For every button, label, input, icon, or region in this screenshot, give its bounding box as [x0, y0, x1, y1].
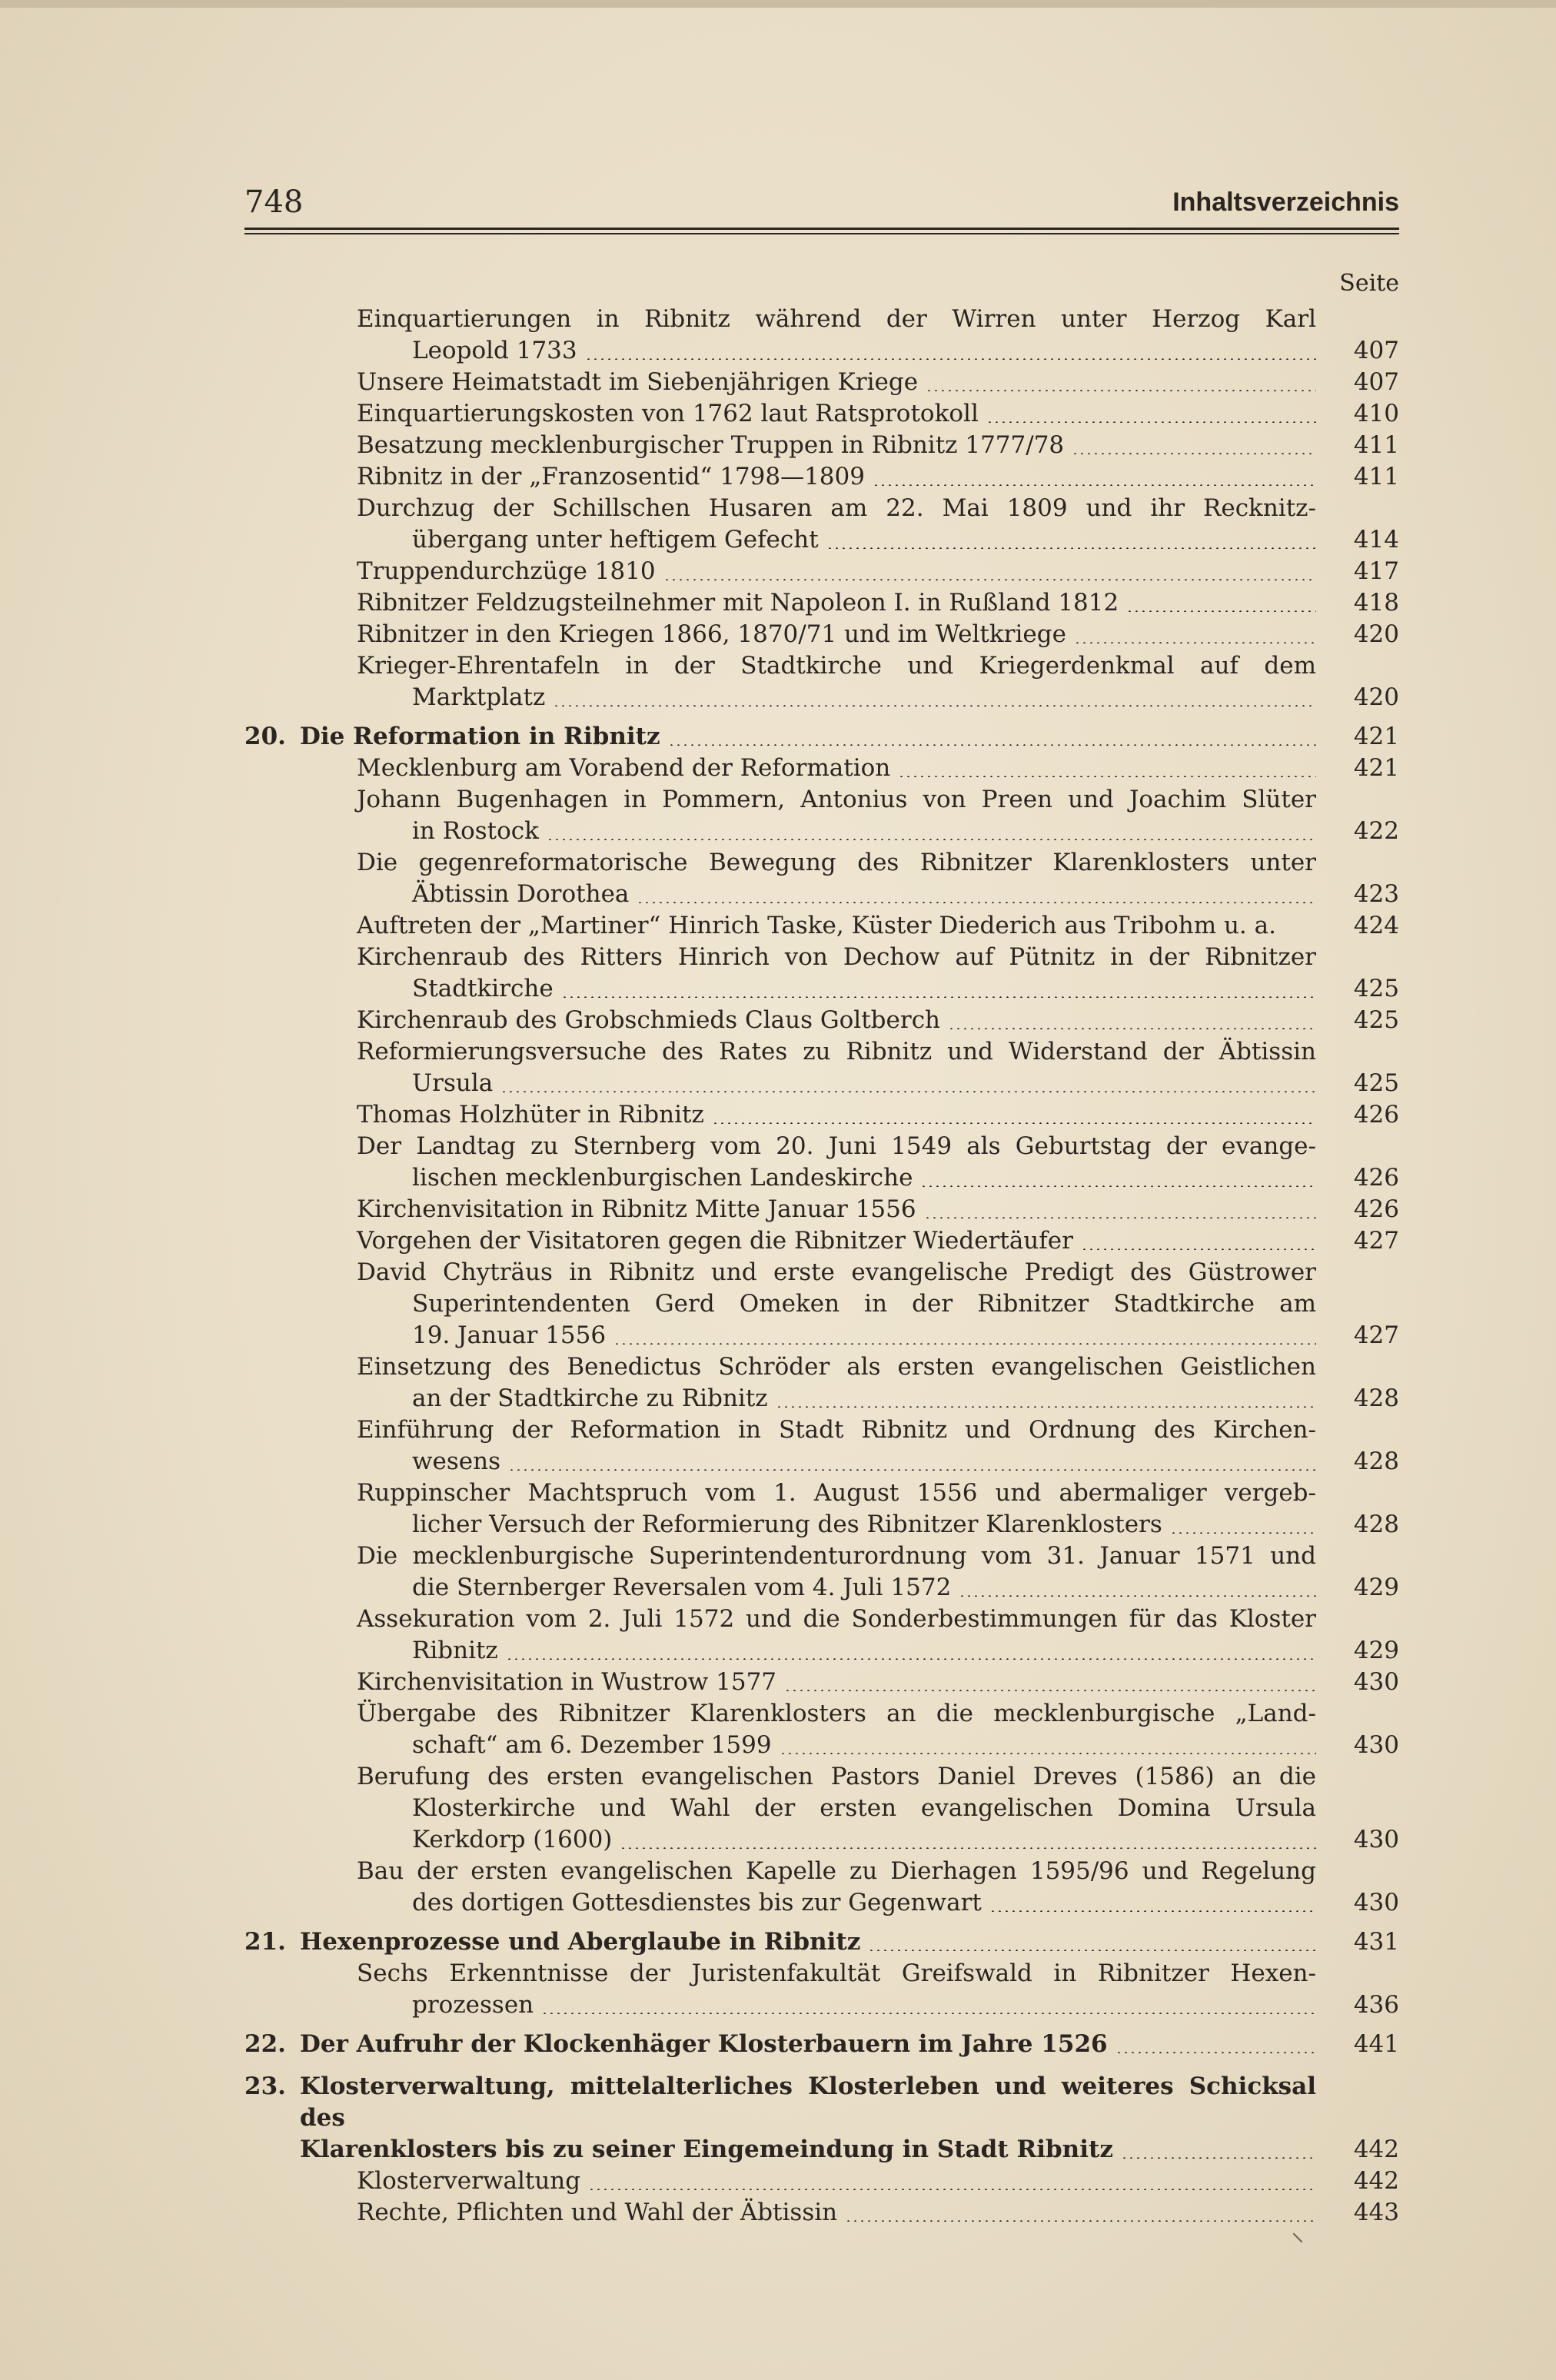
- entry-title-text: Einquartierungen in Ribnitz während der Wirren unter Herzog Karl: [357, 305, 1316, 333]
- entry-line: [357, 1099, 1316, 1131]
- toc-entry: [244, 1856, 1399, 1919]
- dot-leader: [776, 1406, 1316, 1408]
- entry-title-text: Kirchenvisitation in Wustrow 1577: [357, 1668, 777, 1696]
- entry-title-text: schaft“ am 6. Dezember 1599: [412, 1731, 772, 1759]
- entry-line: [357, 1351, 1316, 1383]
- entry-title-text: Die gegenreformatorische Bewegung des Ribnitzer Klarenklosters unter: [357, 849, 1316, 876]
- dot-leader: [1074, 642, 1316, 643]
- entry-line: [300, 721, 1316, 753]
- entry-line: [357, 1005, 1316, 1036]
- entry-line: [357, 1604, 1316, 1635]
- entry-line: [357, 1068, 1316, 1099]
- entry-line: [357, 1989, 1316, 2021]
- toc-entry: [244, 1005, 1399, 1036]
- entry-line: [357, 650, 1316, 682]
- page-reference: 431: [1353, 1928, 1399, 1956]
- entry-line: [357, 461, 1316, 493]
- page-reference: 411: [1353, 431, 1399, 459]
- toc-entry: [244, 493, 1399, 556]
- entry-title-text: Klosterverwaltung: [357, 2167, 581, 2195]
- entry-line: [357, 1698, 1316, 1730]
- entry-line: [357, 1509, 1316, 1541]
- entry-title-text: Der Landtag zu Sternberg vom 20. Juni 1549 als Geburtstag der evange-: [357, 1132, 1316, 1160]
- entry-title-text: Klosterkirche und Wahl der ersten evangelischen Domina Ursula: [412, 1794, 1316, 1822]
- entry-title-text: Stadtkirche: [412, 975, 554, 1002]
- entry-line: [357, 1036, 1316, 1068]
- entry-title-text: des dortigen Gottesdienstes bis zur Gegenwart: [412, 1889, 982, 1916]
- entry-line: [357, 2166, 1316, 2197]
- entry-line: [357, 1856, 1316, 1887]
- table-of-contents: [244, 304, 1399, 2229]
- running-title: Inhaltsverzeichnis: [1172, 188, 1399, 217]
- dot-leader: [541, 2013, 1316, 2014]
- page-reference: 414: [1353, 526, 1399, 553]
- page-reference: 428: [1353, 1511, 1399, 1538]
- entry-title-text: Die Reformation in Ribnitz: [300, 723, 660, 750]
- entry-line: [357, 1572, 1316, 1604]
- toc-entry: [244, 1958, 1399, 2021]
- section-number: 23.: [244, 2073, 286, 2100]
- toc-entry: [244, 619, 1399, 650]
- dot-leader: [712, 1122, 1316, 1124]
- toc-entry: [244, 1036, 1399, 1099]
- toc-entry: [244, 1698, 1399, 1761]
- entry-line: [357, 1288, 1316, 1320]
- entry-title-text: Ursula: [412, 1069, 494, 1097]
- entry-title-text: David Chyträus in Ribnitz und erste evangelische Predigt des Güstrower: [357, 1258, 1316, 1286]
- entry-title-text: Thomas Holzhüter in Ribnitz: [357, 1101, 704, 1129]
- entry-line: [357, 1446, 1316, 1478]
- entry-line: [357, 335, 1316, 367]
- entry-line: [357, 1162, 1316, 1194]
- entry-title-text: Auftreten der „Martiner“ Hinrich Taske, Küster Diederich aus Tribohm u. a.: [357, 912, 1276, 939]
- toc-entry: [244, 1414, 1399, 1478]
- entry-line: [357, 1793, 1316, 1824]
- toc-entry: [244, 1351, 1399, 1414]
- entry-line: [357, 1824, 1316, 1856]
- entry-line: [357, 1667, 1316, 1698]
- dot-leader: [553, 705, 1316, 706]
- entry-line: [357, 367, 1316, 398]
- page-reference: 421: [1353, 754, 1399, 782]
- entry-line: [357, 430, 1316, 461]
- dot-leader: [826, 547, 1316, 549]
- dot-leader: [613, 1343, 1316, 1345]
- dot-leader: [780, 1753, 1316, 1754]
- dot-leader: [663, 579, 1316, 580]
- dot-leader: [926, 390, 1316, 391]
- dot-leader: [508, 1469, 1316, 1471]
- entry-line: [357, 493, 1316, 524]
- entry-title-text: Assekuration vom 2. Juli 1572 und die Sonderbestimmungen für das Kloster: [357, 1605, 1316, 1633]
- dot-leader: [561, 996, 1316, 998]
- entry-line: [357, 847, 1316, 879]
- header-rule-double: [244, 233, 1399, 234]
- entry-title-text: Vorgehen der Visitatoren gegen die Ribnitzer Wiedertäufer: [357, 1227, 1073, 1255]
- entry-line: [357, 1383, 1316, 1414]
- entry-title-text: Ribnitzer in den Kriegen 1866, 1870/71 und im Weltkriege: [357, 620, 1066, 648]
- entry-title-text: übergang unter heftigem Gefecht: [412, 526, 819, 553]
- entry-title-text: Rechte, Pflichten und Wahl der Äbtissin: [357, 2199, 838, 2226]
- dot-leader: [547, 839, 1316, 840]
- toc-entry: [244, 1478, 1399, 1541]
- page-reference: 422: [1353, 817, 1399, 845]
- dot-leader: [986, 421, 1316, 423]
- entry-title-text: die Sternberger Reversalen vom 4. Juli 1572: [412, 1574, 952, 1601]
- page-reference: 427: [1353, 1321, 1399, 1349]
- entry-line: [357, 1635, 1316, 1667]
- page-reference: 426: [1353, 1164, 1399, 1192]
- entry-title-text: Kirchenraub des Grobschmieds Claus Goltberch: [357, 1006, 941, 1034]
- dot-leader: [845, 2220, 1316, 2222]
- page-number: 748: [244, 184, 304, 220]
- toc-entry: [244, 1194, 1399, 1225]
- entry-line: [357, 784, 1316, 816]
- dot-leader: [959, 1595, 1316, 1597]
- dot-leader: [620, 1847, 1316, 1849]
- page-reference: 424: [1353, 912, 1399, 939]
- entry-line: [300, 2029, 1316, 2060]
- page-reference: 425: [1353, 1006, 1399, 1034]
- toc-entry: [244, 367, 1399, 398]
- entry-title-text: Bau der ersten evangelischen Kapelle zu Dierhagen 1595/96 und Regelung: [357, 1857, 1316, 1885]
- entry-line: [357, 1958, 1316, 1989]
- page-reference: 407: [1353, 337, 1399, 364]
- entry-title-text: Ribnitzer Feldzugsteilnehmer mit Napoleon I. in Rußland 1812: [357, 589, 1119, 617]
- toc-entry: [244, 847, 1399, 910]
- entry-line: [357, 1194, 1316, 1225]
- page-header: [244, 184, 1399, 231]
- toc-entry: [244, 2166, 1399, 2197]
- entry-line: [357, 1887, 1316, 1919]
- entry-line: [357, 587, 1316, 619]
- entry-title-text: Klarenklosters bis zu seiner Eingemeindung in Stadt Ribnitz: [300, 2136, 1113, 2163]
- dot-leader: [1121, 2157, 1316, 2159]
- entry-title-text: Truppendurchzüge 1810: [357, 557, 656, 585]
- dot-leader: [668, 744, 1316, 746]
- page-reference: 420: [1353, 683, 1399, 711]
- page-top-edge: [0, 0, 1556, 8]
- dot-leader: [920, 1185, 1316, 1187]
- dot-leader: [898, 776, 1316, 777]
- dot-leader: [1081, 1248, 1316, 1250]
- entry-title-text: Johann Bugenhagen in Pommern, Antonius von Preen und Joachim Slüter: [357, 786, 1316, 813]
- page-reference: 426: [1353, 1195, 1399, 1223]
- page-reference: 427: [1353, 1227, 1399, 1255]
- entry-title-text: Krieger-Ehrentafeln in der Stadtkirche und Kriegerdenkmal auf dem: [357, 652, 1316, 680]
- entry-title-text: prozessen: [412, 1991, 534, 2019]
- toc-entry: [244, 587, 1399, 619]
- page-reference: 423: [1353, 880, 1399, 908]
- entry-line: [357, 1131, 1316, 1162]
- entry-title-text: wesens: [412, 1448, 501, 1475]
- dot-leader: [989, 1910, 1316, 1912]
- entry-line: [357, 1320, 1316, 1351]
- dot-leader: [1072, 453, 1316, 454]
- entry-title-text: Leopold 1733: [412, 337, 577, 364]
- entry-title-text: Klosterverwaltung, mittelalterliches Klosterleben und weiteres Schicksal des: [300, 2073, 1316, 2132]
- section-number: 22.: [244, 2030, 286, 2058]
- entry-line: [357, 973, 1316, 1005]
- page-reference: 429: [1353, 1574, 1399, 1601]
- entry-line: [357, 1761, 1316, 1793]
- page-reference: 426: [1353, 1101, 1399, 1129]
- entry-title-text: Einquartierungskosten von 1762 laut Ratsprotokoll: [357, 400, 979, 427]
- page-reference: 430: [1353, 1731, 1399, 1759]
- page-reference: 421: [1353, 723, 1399, 750]
- dot-leader: [1170, 1532, 1316, 1534]
- dot-leader: [784, 1690, 1316, 1691]
- dot-leader: [1115, 2052, 1316, 2053]
- toc-entry: [244, 398, 1399, 430]
- toc-entry: [244, 1225, 1399, 1257]
- entry-title-text: Superintendenten Gerd Omeken in der Ribnitzer Stadtkirche am: [412, 1290, 1316, 1318]
- entry-title-text: Äbtissin Dorothea: [412, 880, 630, 908]
- entry-line: [357, 2197, 1316, 2229]
- section-number: 20.: [244, 723, 286, 750]
- page-reference: 436: [1353, 1991, 1399, 2019]
- entry-title-text: Besatzung mecklenburgischer Truppen in Ribnitz 1777/78: [357, 431, 1065, 459]
- dot-leader: [500, 1091, 1316, 1092]
- toc-entry: [244, 784, 1399, 847]
- stray-pencil-mark: [1293, 2233, 1303, 2243]
- page-reference: 430: [1353, 1889, 1399, 1916]
- toc-entry: [244, 430, 1399, 461]
- toc-entry: [244, 1761, 1399, 1856]
- entry-line: [357, 910, 1316, 942]
- entry-title-text: Berufung des ersten evangelischen Pastors Daniel Dreves (1586) an die: [357, 1763, 1316, 1790]
- toc-entry: [244, 910, 1399, 942]
- entry-title-text: Ribnitz in der „Franzosentid“ 1798—1809: [357, 463, 865, 490]
- toc-entry: [244, 1667, 1399, 1698]
- toc-section: [244, 1926, 1399, 1958]
- toc-entry: [244, 304, 1399, 367]
- entry-line: [357, 524, 1316, 556]
- page-reference: 428: [1353, 1448, 1399, 1475]
- dot-leader: [948, 1028, 1316, 1029]
- entry-title-text: licher Versuch der Reformierung des Ribnitzer Klarenklosters: [412, 1511, 1162, 1538]
- toc-entry: [244, 942, 1399, 1005]
- entry-line: [357, 1414, 1316, 1446]
- entry-title-text: Reformierungsversuche des Rates zu Ribnitz und Widerstand der Äbtissin: [357, 1038, 1316, 1065]
- page-reference: 442: [1353, 2167, 1399, 2195]
- page-reference: 411: [1353, 463, 1399, 490]
- page-reference: 410: [1353, 400, 1399, 427]
- entry-line: [357, 753, 1316, 784]
- toc-section: [244, 2029, 1399, 2060]
- toc-entry: [244, 650, 1399, 713]
- dot-leader: [506, 1658, 1316, 1660]
- toc-entry: [244, 1257, 1399, 1351]
- entry-title-text: an der Stadtkirche zu Ribnitz: [412, 1384, 768, 1412]
- toc-section: [244, 2071, 1399, 2166]
- entry-line: [357, 942, 1316, 973]
- entry-title-text: Der Aufruhr der Klockenhäger Klosterbauern im Jahre 1526: [300, 2030, 1108, 2058]
- page-reference: 420: [1353, 620, 1399, 648]
- entry-title-text: Kirchenraub des Ritters Hinrich von Dechow auf Pütnitz in der Ribnitzer: [357, 943, 1316, 971]
- entry-line: [357, 1257, 1316, 1288]
- entry-line: [357, 1730, 1316, 1761]
- dot-leader: [873, 484, 1316, 486]
- page-reference: 429: [1353, 1637, 1399, 1664]
- entry-line: [357, 1225, 1316, 1257]
- dot-leader: [1126, 610, 1316, 612]
- page-reference: 407: [1353, 368, 1399, 396]
- page-reference: 442: [1353, 2136, 1399, 2163]
- toc-entry: [244, 1604, 1399, 1667]
- page-reference: 417: [1353, 557, 1399, 585]
- page-reference: 443: [1353, 2199, 1399, 2226]
- page-column-label: Seite: [1339, 270, 1399, 297]
- toc-entry: [244, 1131, 1399, 1194]
- entry-title-text: 19. Januar 1556: [412, 1321, 607, 1349]
- toc-entry: [244, 1099, 1399, 1131]
- toc-entry: [244, 556, 1399, 587]
- entry-title-text: Einführung der Reformation in Stadt Ribnitz und Ordnung des Kirchen-: [357, 1416, 1316, 1444]
- entry-title-text: Marktplatz: [412, 683, 546, 711]
- entry-line: [300, 2071, 1316, 2134]
- dot-leader: [585, 358, 1316, 360]
- dot-leader: [868, 1950, 1316, 1951]
- entry-title-text: Ruppinscher Machtspruch vom 1. August 1556 und abermaliger vergeb-: [357, 1479, 1316, 1507]
- toc-entry: [244, 753, 1399, 784]
- entry-line: [300, 2134, 1316, 2166]
- toc-section: [244, 721, 1399, 753]
- entry-line: [357, 398, 1316, 430]
- entry-title-text: Hexenprozesse und Aberglaube in Ribnitz: [300, 1928, 861, 1956]
- entry-title-text: in Rostock: [412, 817, 539, 845]
- entry-title-text: lischen mecklenburgischen Landeskirche: [412, 1164, 913, 1192]
- page-reference: 430: [1353, 1668, 1399, 1696]
- page-reference: 430: [1353, 1826, 1399, 1853]
- dot-leader: [924, 1217, 1316, 1218]
- toc-entry: [244, 2197, 1399, 2229]
- entry-title-text: Mecklenburg am Vorabend der Reformation: [357, 754, 891, 782]
- entry-title-text: Sechs Erkenntnisse der Juristenfakultät Greifswald in Ribnitzer Hexen-: [357, 1960, 1316, 1987]
- entry-line: [357, 619, 1316, 650]
- entry-title-text: Kerkdorp (1600): [412, 1826, 613, 1853]
- entry-title-text: Übergabe des Ribnitzer Klarenklosters an die mecklenburgische „Land-: [357, 1700, 1316, 1727]
- dot-leader: [637, 902, 1316, 903]
- toc-entry: [244, 1541, 1399, 1604]
- page-reference: 428: [1353, 1384, 1399, 1412]
- entry-line: [357, 1541, 1316, 1572]
- entry-line: [357, 682, 1316, 713]
- entry-line: [300, 1926, 1316, 1958]
- entry-title-text: Ribnitz: [412, 1637, 498, 1664]
- entry-title-text: Kirchenvisitation in Ribnitz Mitte Januar 1556: [357, 1195, 916, 1223]
- header-rule: [244, 228, 1399, 230]
- dot-leader: [588, 2189, 1316, 2190]
- page-reference: 425: [1353, 1069, 1399, 1097]
- entry-line: [357, 879, 1316, 910]
- page-reference: 425: [1353, 975, 1399, 1002]
- entry-line: [357, 304, 1316, 335]
- section-number: 21.: [244, 1928, 286, 1956]
- entry-title-text: Durchzug der Schillschen Husaren am 22. Mai 1809 und ihr Recknitz-: [357, 494, 1316, 522]
- entry-line: [357, 1478, 1316, 1509]
- entry-title-text: Unsere Heimatstadt im Siebenjährigen Kriege: [357, 368, 919, 396]
- entry-title-text: Einsetzung des Benedictus Schröder als ersten evangelischen Geistlichen: [357, 1353, 1316, 1381]
- entry-line: [357, 816, 1316, 847]
- entry-line: [357, 556, 1316, 587]
- entry-title-text: Die mecklenburgische Superintendenturordnung vom 31. Januar 1571 und: [357, 1542, 1316, 1570]
- toc-entry: [244, 461, 1399, 493]
- page-reference: 441: [1353, 2030, 1399, 2058]
- page-reference: 418: [1353, 589, 1399, 617]
